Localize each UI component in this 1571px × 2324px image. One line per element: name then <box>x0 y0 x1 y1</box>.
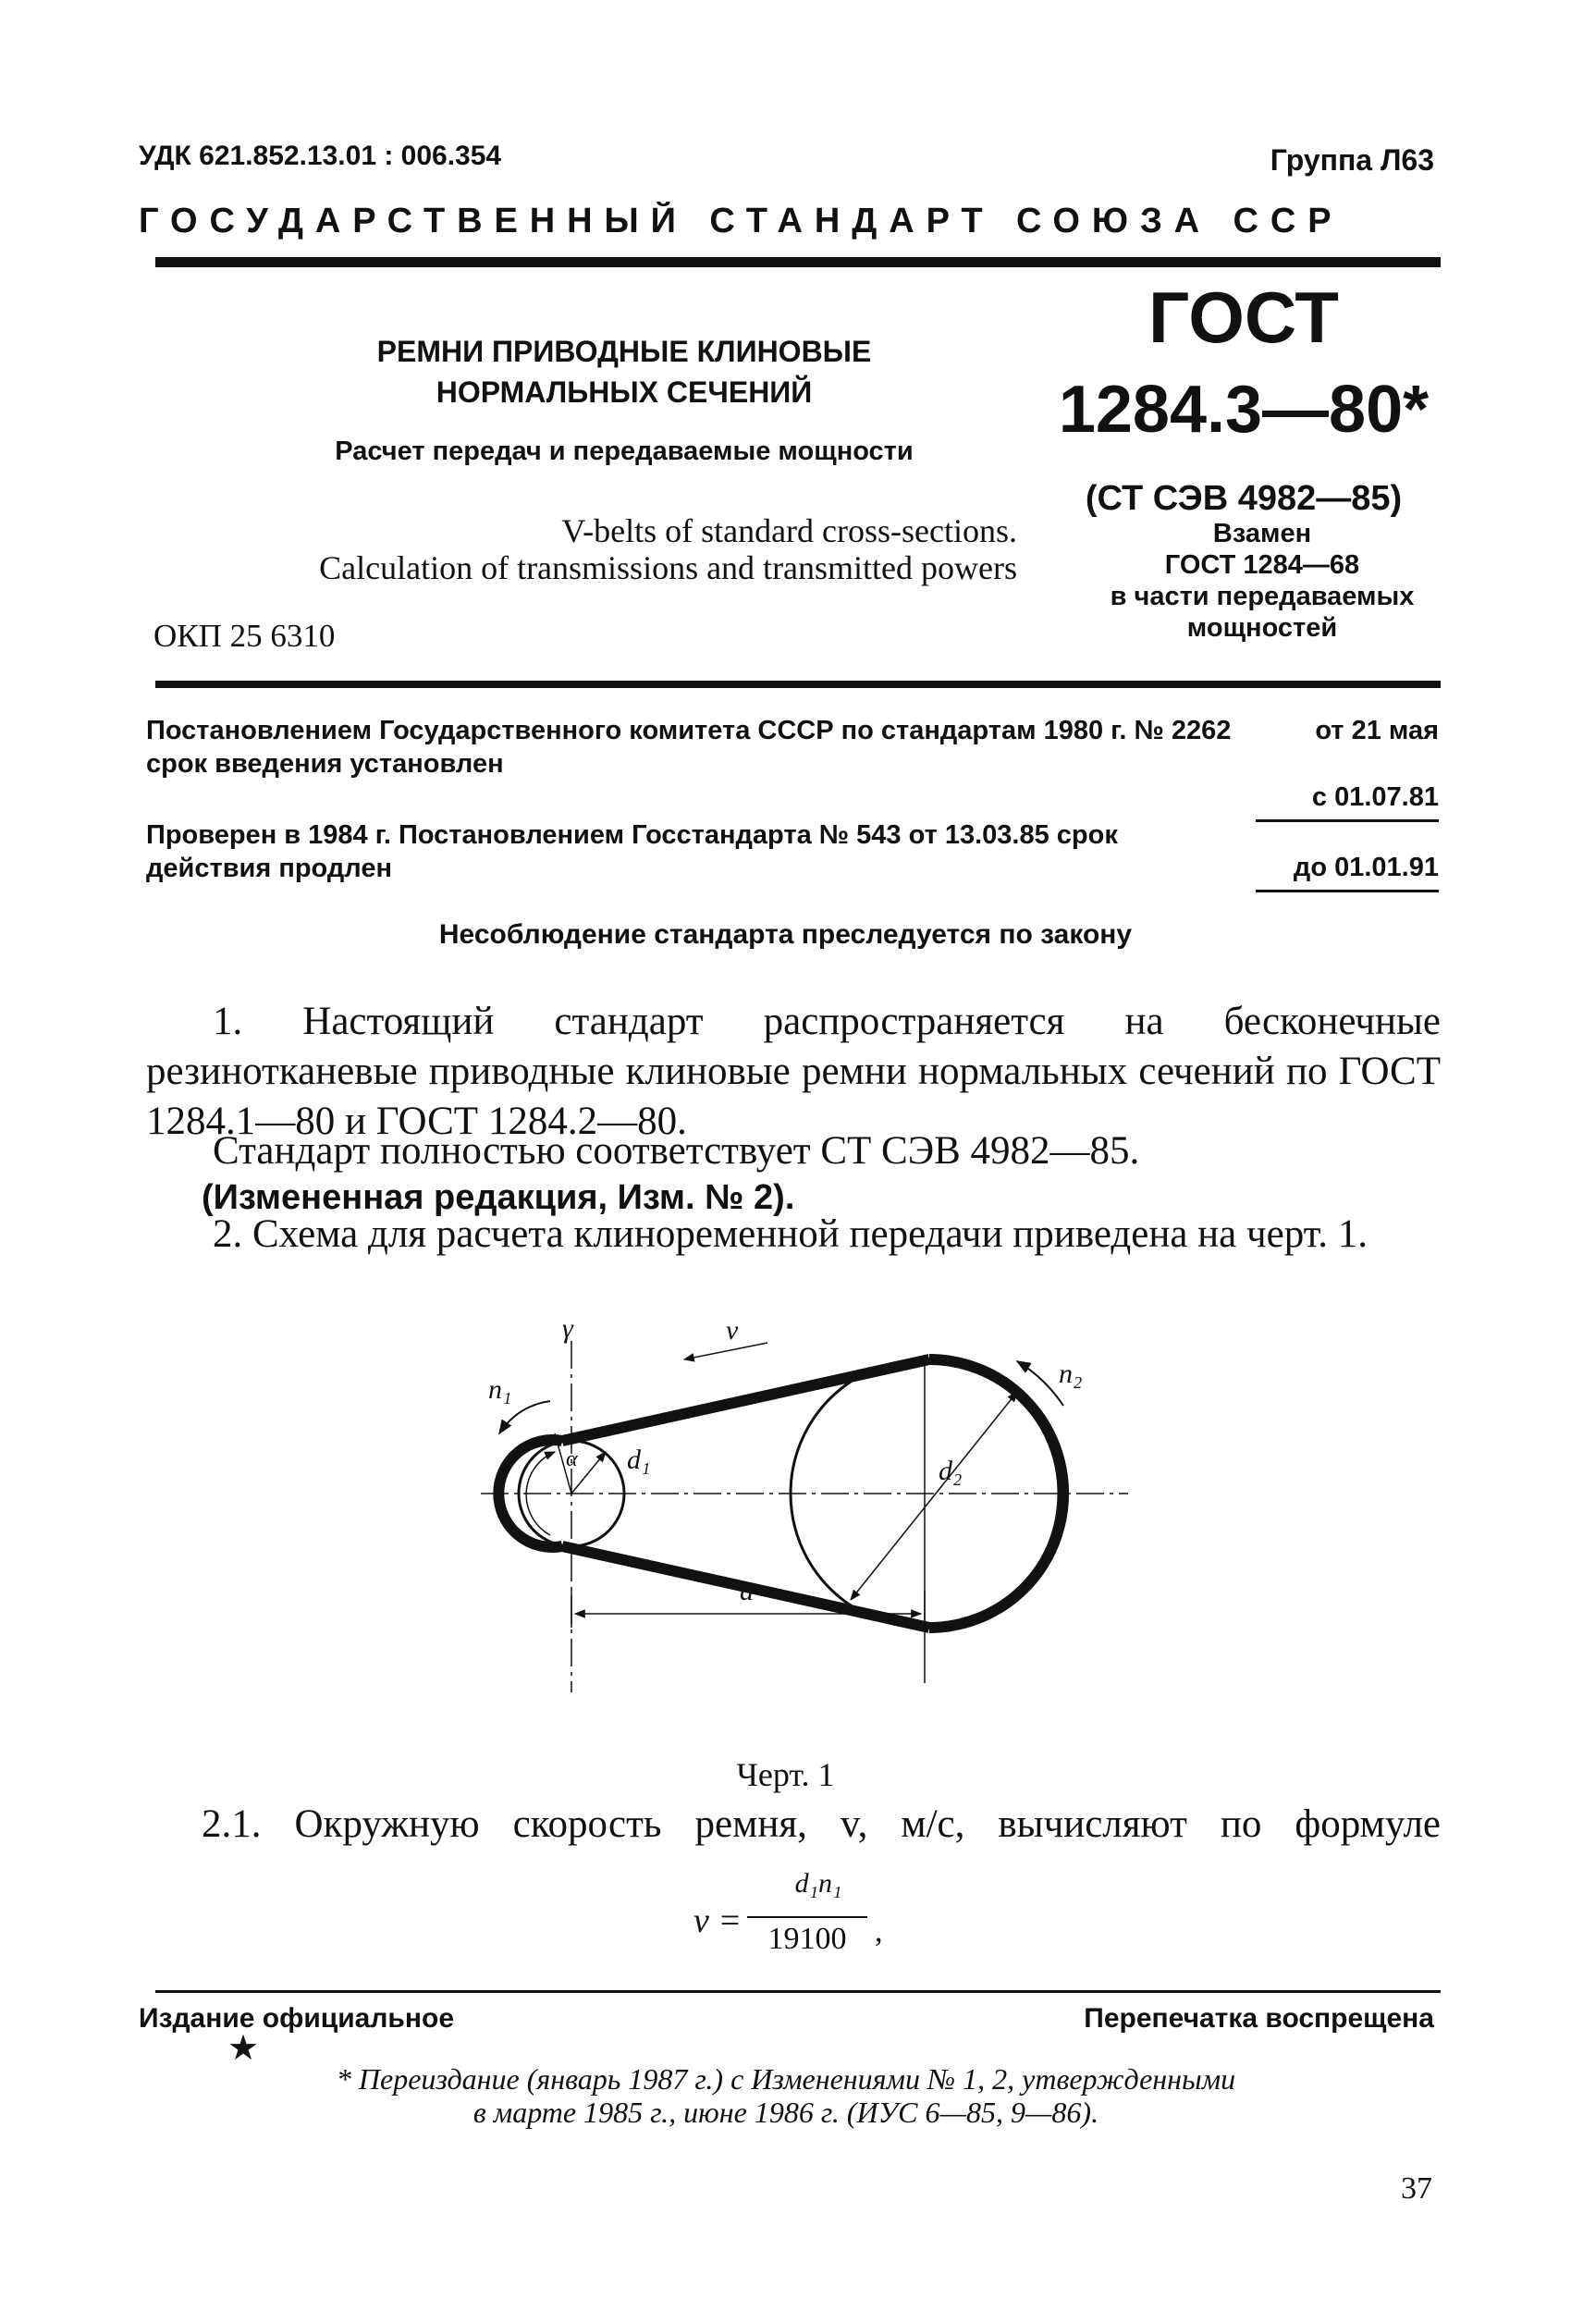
footer-rule <box>155 1990 1441 1993</box>
title-block <box>222 331 1026 467</box>
replacement-line-2: ГОСТ 1284—68 <box>1164 550 1360 580</box>
revision-text: Проверен в 1984 г. Постановлением Госстандарта № 543 от 13.03.85 срок действия продлен <box>146 820 1118 883</box>
paragraph-1: 1. Настоящий стандарт распространяется на бесконечные резинотканевые приводные клиновые ремни нормальных сечений по ГОСТ 1284.1—80 и ГОСТ 1284.2—80. <box>146 1000 1441 1143</box>
footnote-line-2: в марте 1985 г., июне 1986 г. (ИУС 6—85, 9—86). <box>473 2096 1099 2129</box>
d2-diameter <box>851 1392 1017 1600</box>
label-d1: d₁ <box>627 1445 651 1475</box>
section-rule <box>155 681 1441 688</box>
label-alpha: α <box>566 1447 578 1471</box>
gost-designation <box>1049 276 1438 519</box>
belt-top-span <box>562 1359 929 1441</box>
paragraph-2-1: 2.1. Окружную скорость ремня, v, м/с, вычисляют по формуле <box>202 1802 1441 1846</box>
title-line-1: РЕМНИ ПРИВОДНЫЕ КЛИНОВЫЕ <box>376 335 872 368</box>
legal-warning: Несоблюдение стандарта преследуется по закону <box>438 919 1133 950</box>
gost-number: 1284.3—80* <box>1058 373 1430 447</box>
validity-date: до 01.01.91 <box>1256 851 1439 892</box>
label-n2: n₂ <box>1059 1359 1083 1389</box>
introduction-date: с 01.07.81 <box>1256 781 1439 822</box>
udk-code: УДК 621.852.13.01 : 006.354 <box>139 141 502 171</box>
replacement-line-4: мощностей <box>1186 613 1338 643</box>
page-number: 37 <box>1401 2171 1432 2206</box>
velocity-formula <box>693 1868 934 1961</box>
replacement-line-1: Взамен <box>1212 519 1312 548</box>
amendment-note: (Измененная редакция, Изм. № 2). <box>202 1178 795 1217</box>
decree-text: Постановлением Государственного комитета СССР по стандартам 1980 г. № 2262 срок введения установлен <box>146 716 1232 779</box>
reprint-prohibited: Перепечатка воспрещена <box>1084 2003 1434 2034</box>
decree-date: от 21 мая <box>1315 716 1439 745</box>
footnote-line-1: * Переиздание (январь 1987 г.) с Изменениями № 1, 2, утвержденными <box>336 2062 1236 2096</box>
figure-caption: Черт. 1 <box>736 1756 835 1793</box>
label-d2: d₂ <box>939 1456 963 1486</box>
okp-code: ОКП 25 6310 <box>153 618 336 654</box>
subtitle: Расчет передач и передаваемые мощности <box>335 437 914 466</box>
state-standard-heading: ГОСУДАРСТВЕННЫЙ СТАНДАРТ СОЮЗА ССР <box>139 202 1344 240</box>
formula-numerator: d₁n₁ <box>794 1868 842 1899</box>
gost-word: ГОСТ <box>1148 277 1339 358</box>
label-gamma: γ <box>562 1322 573 1344</box>
reissue-footnote <box>213 2062 1359 2129</box>
title-line-2: НОРМАЛЬНЫХ СЕЧЕНИЙ <box>436 375 813 409</box>
replacement-note <box>1096 518 1429 644</box>
label-n1: n₁ <box>488 1374 512 1405</box>
cmea-reference: (СТ СЭВ 4982—85) <box>1085 479 1403 518</box>
formula-lhs: v = <box>693 1901 743 1940</box>
label-a: a <box>740 1576 754 1606</box>
replacement-line-3: в части передаваемых <box>1110 582 1415 611</box>
english-title-line-2: Calculation of transmissions and transmitted powers <box>319 549 1017 586</box>
header-rule <box>155 257 1441 267</box>
group-code: Группа Л63 <box>1270 143 1434 177</box>
paragraph-1-cmea: Стандарт полностью соответствует СТ СЭВ 4982—85. <box>213 1129 1140 1173</box>
paragraph-2: 2. Схема для расчета клиноременной передачи приведена на черт. 1. <box>213 1212 1368 1256</box>
label-v: v <box>726 1322 739 1346</box>
english-title <box>148 512 1017 586</box>
formula-fraction-bar <box>747 1916 867 1918</box>
formula-denominator: 19100 <box>767 1922 847 1956</box>
n1-rotation-arrow <box>499 1401 550 1433</box>
official-edition: Издание официальное <box>139 2003 455 2034</box>
star-icon: ★ <box>227 2029 260 2068</box>
belt-drive-diagram <box>462 1322 1147 1720</box>
formula-tail: , <box>875 1914 883 1949</box>
english-title-line-1: V-belts of standard cross-sections. <box>561 512 1017 549</box>
